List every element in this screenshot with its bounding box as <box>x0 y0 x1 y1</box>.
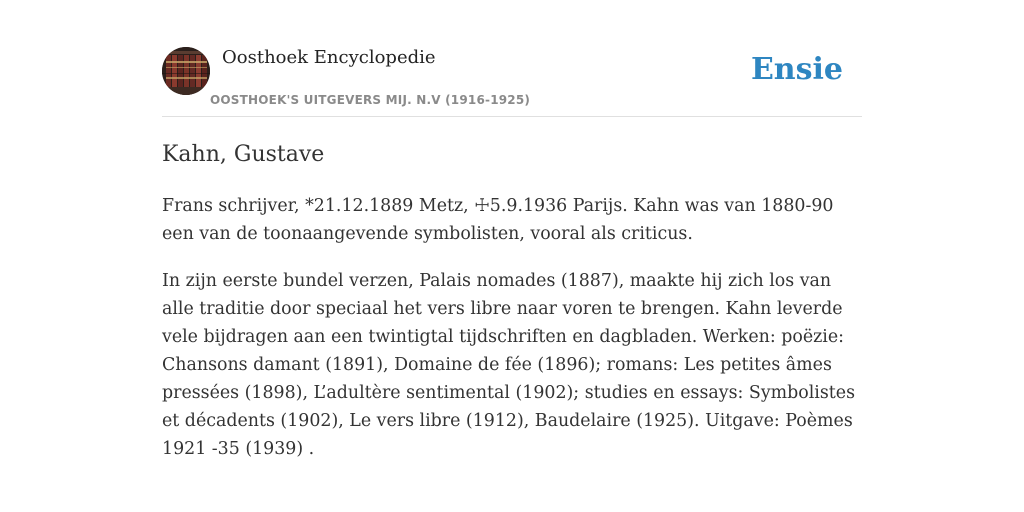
article-title: Kahn, Gustave <box>162 142 325 167</box>
publisher-label: OOSTHOEK'S UITGEVERS MIJ. N.V (1916-1925) <box>210 93 531 107</box>
article-body <box>162 192 866 482</box>
source-header <box>162 46 862 117</box>
source-title[interactable]: Oosthoek Encyclopedie <box>222 47 436 68</box>
article-paragraph: Frans schrijver, *21.12.1889 Metz, ☩5.9.1936 Parijs. Kahn was van 1880-90 een van de toonaangevende symbolisten, vooral als criticus. <box>162 196 834 244</box>
ensie-logo[interactable]: Ensie <box>750 52 843 87</box>
article-paragraph: In zijn eerste bundel verzen, Palais nomades (1887), maakte hij zich los van alle traditie door speciaal het vers libre naar voren te brengen. Kahn leverde vele bijdragen aan een twintigtal tijdschriften en dagbladen. Werken: poëzie: Chansons damant (1891), Domaine de fée (1896); romans: Les petites âmes pressées (1898), L’adultère sentimental (1902); studies en essays: Symbolistes et décadents (1902), Le vers libre (1912), Baudelaire (1925). Uitgave: Poèmes 1921 -35 (1939) . <box>162 271 855 459</box>
bookshelf-icon[interactable] <box>162 47 210 95</box>
